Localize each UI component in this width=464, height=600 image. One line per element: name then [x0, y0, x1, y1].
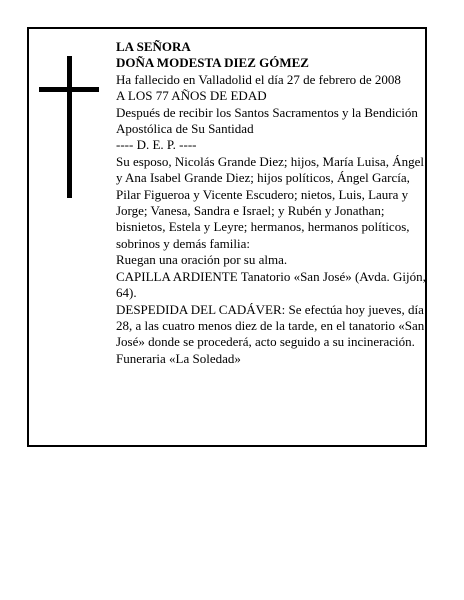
cross-icon	[39, 56, 99, 198]
age-line: A LOS 77 AÑOS DE EDAD	[116, 88, 267, 104]
deceased-name: DOÑA MODESTA DIEZ GÓMEZ	[116, 55, 309, 71]
obituary-notice	[27, 27, 427, 447]
cross-horizontal-bar	[39, 87, 99, 92]
funeral-home-line: Funeraria «La Soledad»	[116, 350, 241, 366]
sacraments-line: Después de recibir los Santos Sacramentos y la Bendición Apostólica de Su Santidad	[116, 104, 418, 137]
cross-vertical-bar	[67, 56, 72, 198]
family-list: Su esposo, Nicolás Grande Diez; hijos, María Luisa, Ángel y Ana Isabel Grande Diez; hijos políticos, Ángel García, Pilar Figueroa y Vicente Escudero; nietos, Luis, Laura y Jorge; Vanesa, Sandra e Israel; y Rubén y Jonathan; bisnietos, Estela y Leyre; hermanos, hermanos políticos, sobrinos y demás familia:	[116, 153, 424, 251]
farewell-line: DESPEDIDA DEL CADÁVER: Se efectúa hoy jueves, día 28, a las cuatro menos diez de la tarde, en el tanatorio «San José» donde se procederá, acto seguido a su incineración.	[116, 301, 425, 350]
notice-title: LA SEÑORA	[116, 39, 191, 54]
notice-text	[116, 39, 426, 367]
chapel-line: CAPILLA ARDIENTE Tanatorio «San José» (Avda. Gijón, 64).	[116, 268, 426, 301]
rip-line: ---- D. E. P. ----	[116, 137, 197, 153]
death-line: Ha fallecido en Valladolid el día 27 de febrero de 2008	[116, 71, 401, 87]
prayer-line: Ruegan una oración por su alma.	[116, 252, 288, 268]
